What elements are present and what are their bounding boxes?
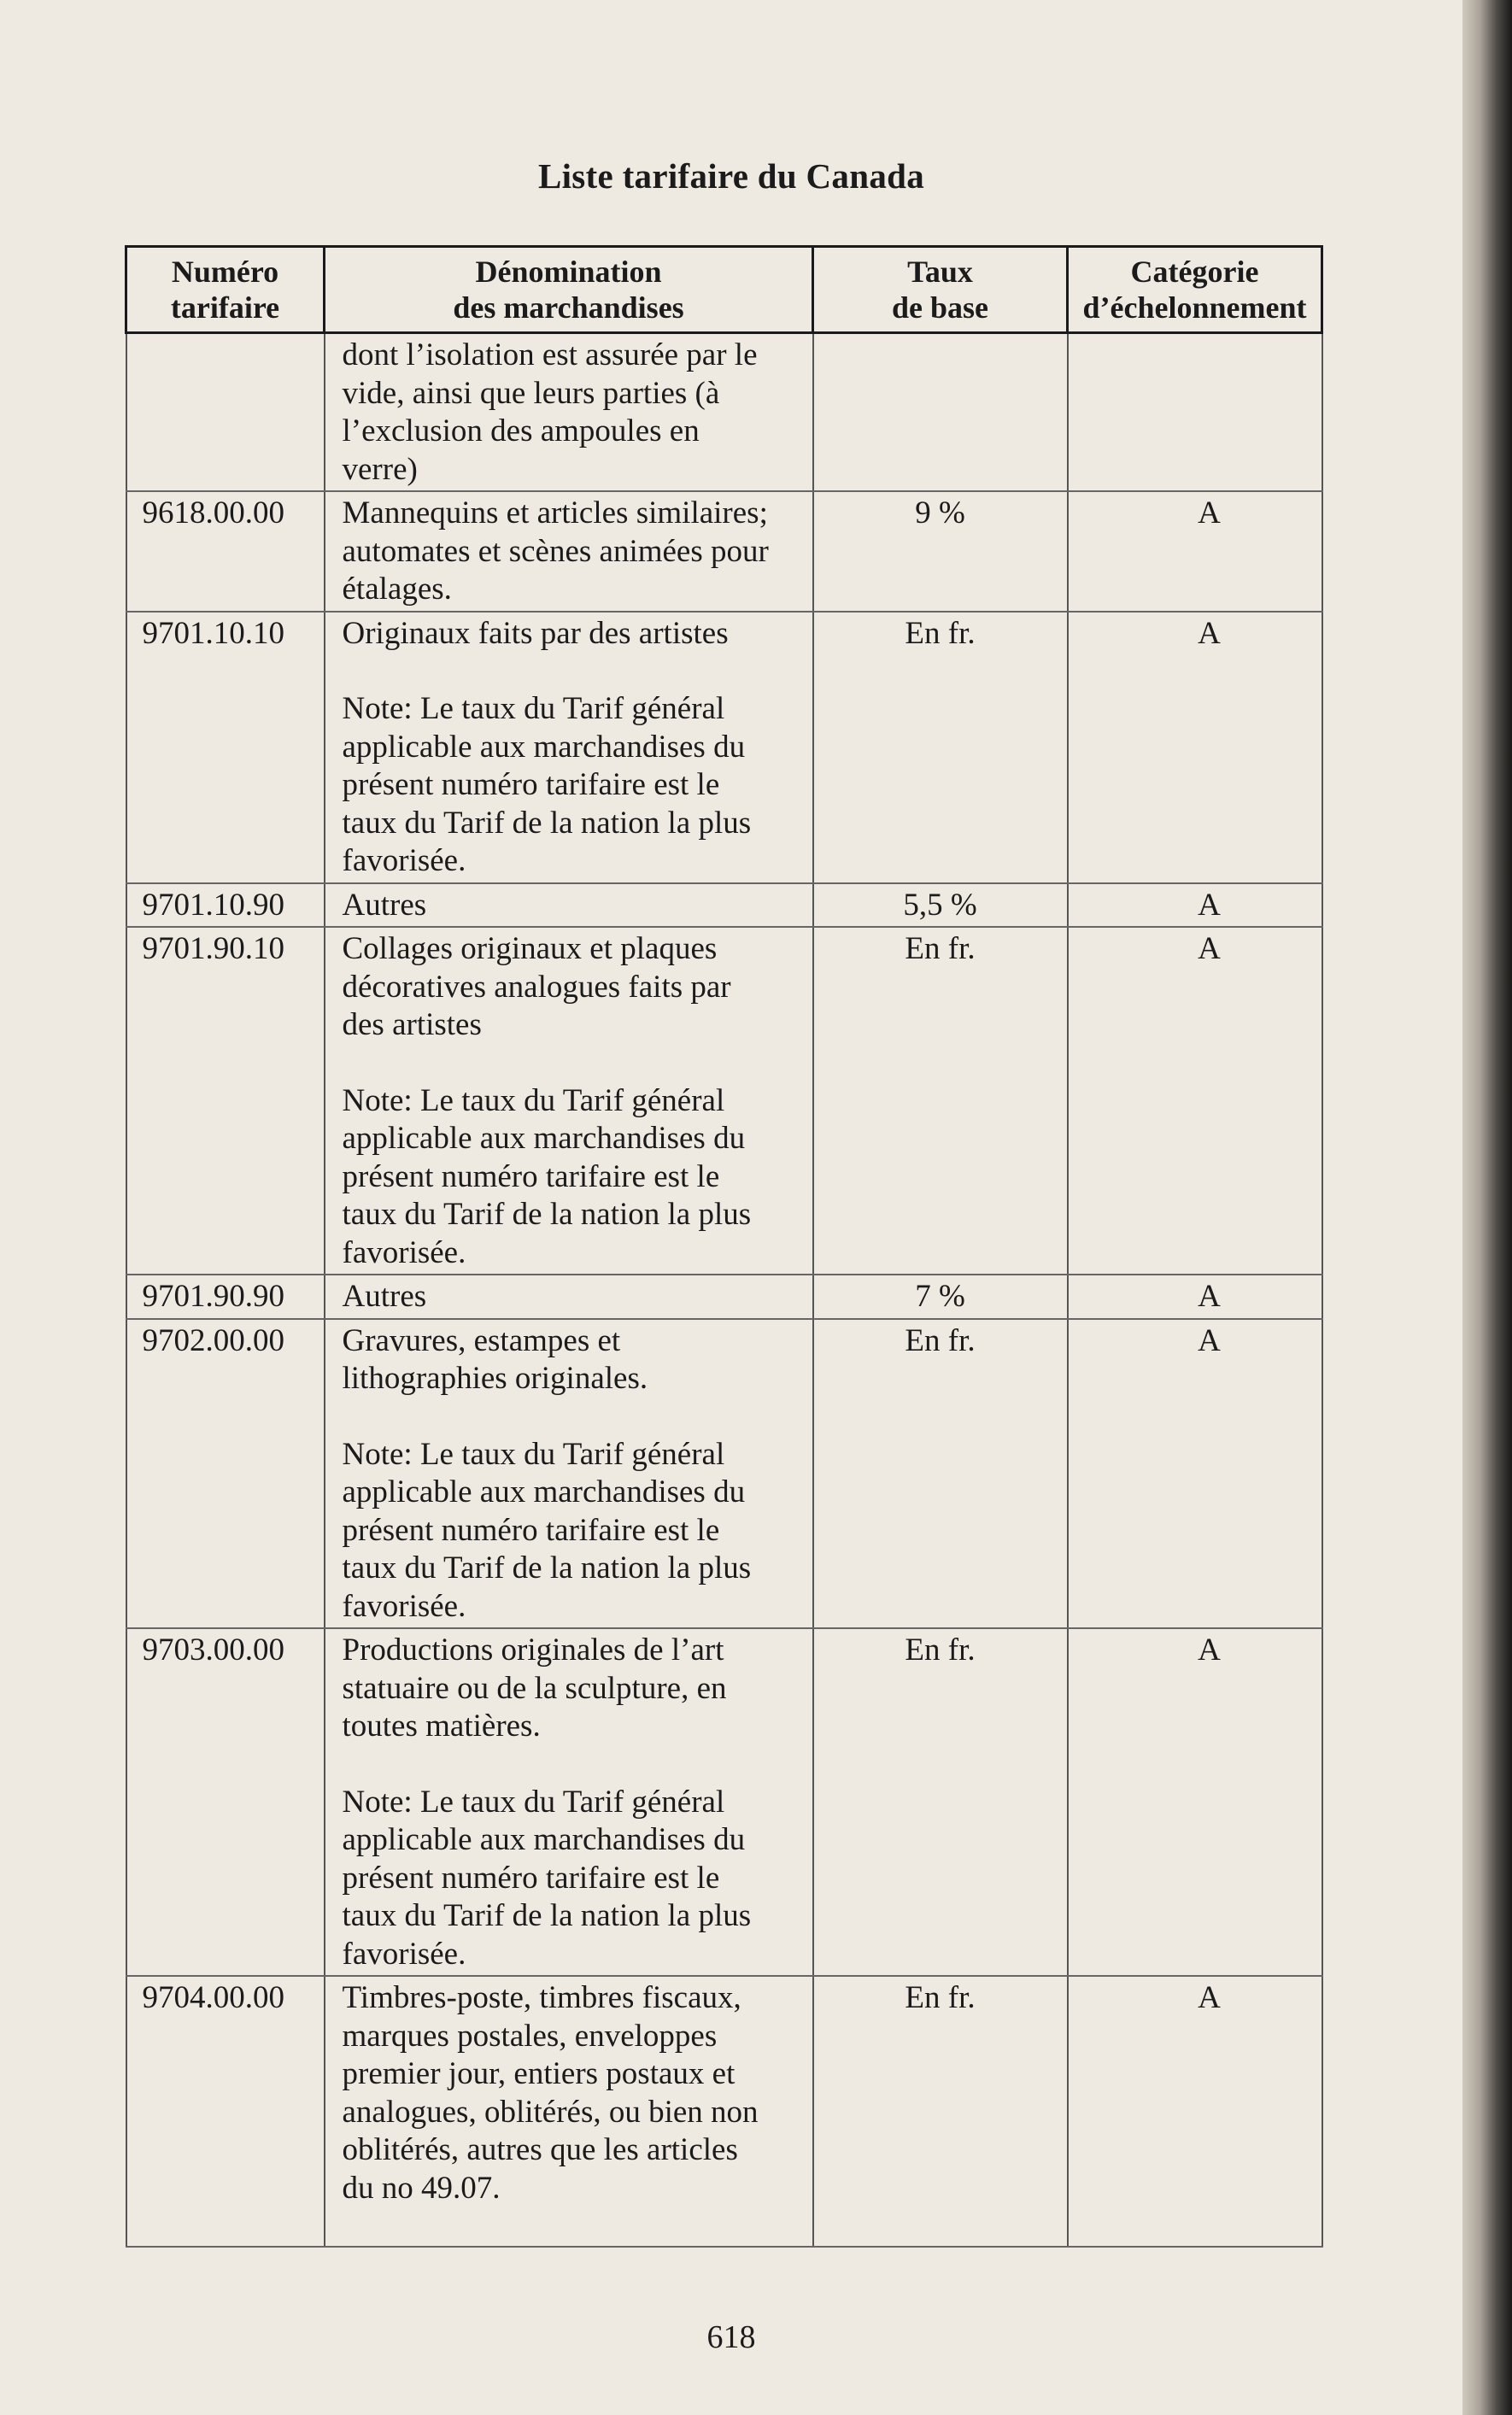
- header-text: des marchandises: [453, 290, 684, 325]
- staging-category-cell: A: [1068, 612, 1322, 883]
- description-line: l’exclusion des ampoules en: [342, 413, 700, 448]
- rate-note: [343, 1784, 804, 1974]
- note-line: favorisée.: [342, 1588, 466, 1624]
- note-line: taux du Tarif de la nation la plus: [342, 1550, 752, 1586]
- header-text: Taux: [907, 255, 973, 289]
- note-line: taux du Tarif de la nation la plus: [342, 1197, 752, 1232]
- tariff-number-cell: 9701.10.10: [126, 612, 325, 883]
- note-line: présent numéro tarifaire est le: [342, 1512, 720, 1548]
- note-line: applicable aux marchandises du: [342, 1822, 746, 1857]
- description-cell: [325, 1319, 813, 1629]
- tariff-number-cell: [126, 333, 325, 492]
- table-header-row: [126, 247, 1322, 333]
- description-cell: [325, 883, 813, 928]
- description-line: toutes matières.: [342, 1709, 541, 1744]
- header-text: de base: [891, 290, 988, 325]
- note-line: présent numéro tarifaire est le: [342, 1158, 720, 1194]
- tariff-number-cell: 9618.00.00: [126, 491, 325, 612]
- description-line: oblitérés, autres que les articles: [342, 2132, 738, 2167]
- table-row: [126, 491, 1322, 612]
- header-base-rate: [813, 247, 1068, 333]
- tariff-number-cell: 9703.00.00: [126, 1628, 325, 1976]
- note-line: Note: Le taux du Tarif général: [342, 1436, 725, 1472]
- tariff-number-cell: 9701.90.90: [126, 1275, 325, 1319]
- table-row: [126, 883, 1322, 928]
- description-line: étalages.: [342, 572, 452, 607]
- note-line: applicable aux marchandises du: [342, 729, 746, 765]
- table-row: [126, 1319, 1322, 1629]
- table-row: [126, 1976, 1322, 2247]
- header-description: [325, 247, 813, 333]
- table-row: [126, 1628, 1322, 1976]
- description-cell: [325, 612, 813, 883]
- base-rate-cell: 9 %: [813, 491, 1068, 612]
- table-row: [126, 333, 1322, 492]
- description-line: premier jour, entiers postaux et: [342, 2056, 735, 2091]
- page-number: 618: [706, 2319, 756, 2355]
- page-title: Liste tarifaire du Canada: [537, 156, 925, 196]
- tariff-number-cell: 9702.00.00: [126, 1319, 325, 1629]
- description-line: lithographies originales.: [342, 1361, 648, 1396]
- description-line: marques postales, enveloppes: [342, 2018, 718, 2054]
- note-line: Note: Le taux du Tarif général: [342, 1784, 725, 1820]
- rate-note: [343, 690, 804, 881]
- base-rate-cell: [813, 333, 1068, 492]
- book-spine-shadow: [1462, 0, 1512, 2415]
- description-cell: [325, 1275, 813, 1319]
- note-line: taux du Tarif de la nation la plus: [342, 1898, 752, 1933]
- note-line: applicable aux marchandises du: [342, 1474, 746, 1509]
- header-text: Dénomination: [475, 255, 662, 289]
- header-text: tarifaire: [170, 290, 280, 325]
- note-line: applicable aux marchandises du: [342, 1121, 746, 1156]
- note-line: favorisée.: [342, 1234, 466, 1270]
- note-line: favorisée.: [342, 843, 466, 878]
- header-tariff-number: [126, 247, 325, 333]
- note-line: Note: Le taux du Tarif général: [342, 1082, 725, 1118]
- header-text: Numéro: [171, 255, 279, 289]
- tariff-number-cell: 9704.00.00: [126, 1976, 325, 2247]
- rate-note: [343, 1082, 804, 1273]
- description-line: décoratives analogues faits par: [342, 969, 731, 1005]
- description-cell: [325, 1976, 813, 2247]
- description-line: automates et scènes animées pour: [342, 533, 769, 569]
- base-rate-cell: En fr.: [813, 1319, 1068, 1629]
- staging-category-cell: [1068, 333, 1322, 492]
- description-line: Collages originaux et plaques: [342, 931, 718, 966]
- description-line: analogues, oblitérés, ou bien non: [342, 2094, 759, 2130]
- note-line: Note: Le taux du Tarif général: [342, 691, 725, 726]
- description-line: du no 49.07.: [342, 2170, 501, 2206]
- tariff-number-cell: 9701.10.90: [126, 883, 325, 928]
- note-line: taux du Tarif de la nation la plus: [342, 805, 752, 841]
- table-body: [126, 333, 1322, 2248]
- description-cell: [325, 491, 813, 612]
- staging-category-cell: A: [1068, 883, 1322, 928]
- tariff-table: [125, 245, 1323, 2248]
- description-line: Gravures, estampes et: [342, 1322, 621, 1358]
- base-rate-cell: 7 %: [813, 1275, 1068, 1319]
- description-line: Autres: [342, 1279, 427, 1314]
- staging-category-cell: A: [1068, 1976, 1322, 2247]
- description-line: Originaux faits par des artistes: [342, 615, 729, 651]
- description-line: vide, ainsi que leurs parties (à: [342, 375, 720, 411]
- base-rate-cell: 5,5 %: [813, 883, 1068, 928]
- base-rate-cell: En fr.: [813, 1628, 1068, 1976]
- description-line: dont l’isolation est assurée par le: [342, 337, 758, 372]
- staging-category-cell: A: [1068, 1275, 1322, 1319]
- staging-category-cell: A: [1068, 1319, 1322, 1629]
- note-line: présent numéro tarifaire est le: [342, 1860, 720, 1896]
- base-rate-cell: En fr.: [813, 1976, 1068, 2247]
- description-line: Timbres-poste, timbres fiscaux,: [342, 1980, 741, 2015]
- rate-note: [343, 1436, 804, 1627]
- staging-category-cell: A: [1068, 927, 1322, 1275]
- note-line: présent numéro tarifaire est le: [342, 767, 720, 802]
- description-cell: [325, 1628, 813, 1976]
- description-line: des artistes: [342, 1007, 482, 1042]
- header-staging-category: [1068, 247, 1322, 333]
- description-line: Productions originales de l’art: [342, 1632, 724, 1668]
- description-line: verre): [342, 451, 418, 487]
- note-line: favorisée.: [342, 1936, 466, 1972]
- description-line: Autres: [342, 887, 427, 923]
- base-rate-cell: En fr.: [813, 927, 1068, 1275]
- staging-category-cell: A: [1068, 491, 1322, 612]
- description-line: Mannequins et articles similaires;: [342, 495, 768, 530]
- description-line: statuaire ou de la sculpture, en: [342, 1670, 727, 1706]
- table-row: [126, 1275, 1322, 1319]
- base-rate-cell: En fr.: [813, 612, 1068, 883]
- header-text: d’échelonnement: [1082, 290, 1307, 325]
- description-cell: [325, 333, 813, 492]
- table-row: [126, 612, 1322, 883]
- table-row: [126, 927, 1322, 1275]
- tariff-number-cell: 9701.90.10: [126, 927, 325, 1275]
- staging-category-cell: A: [1068, 1628, 1322, 1976]
- description-cell: [325, 927, 813, 1275]
- header-text: Catégorie: [1130, 255, 1259, 289]
